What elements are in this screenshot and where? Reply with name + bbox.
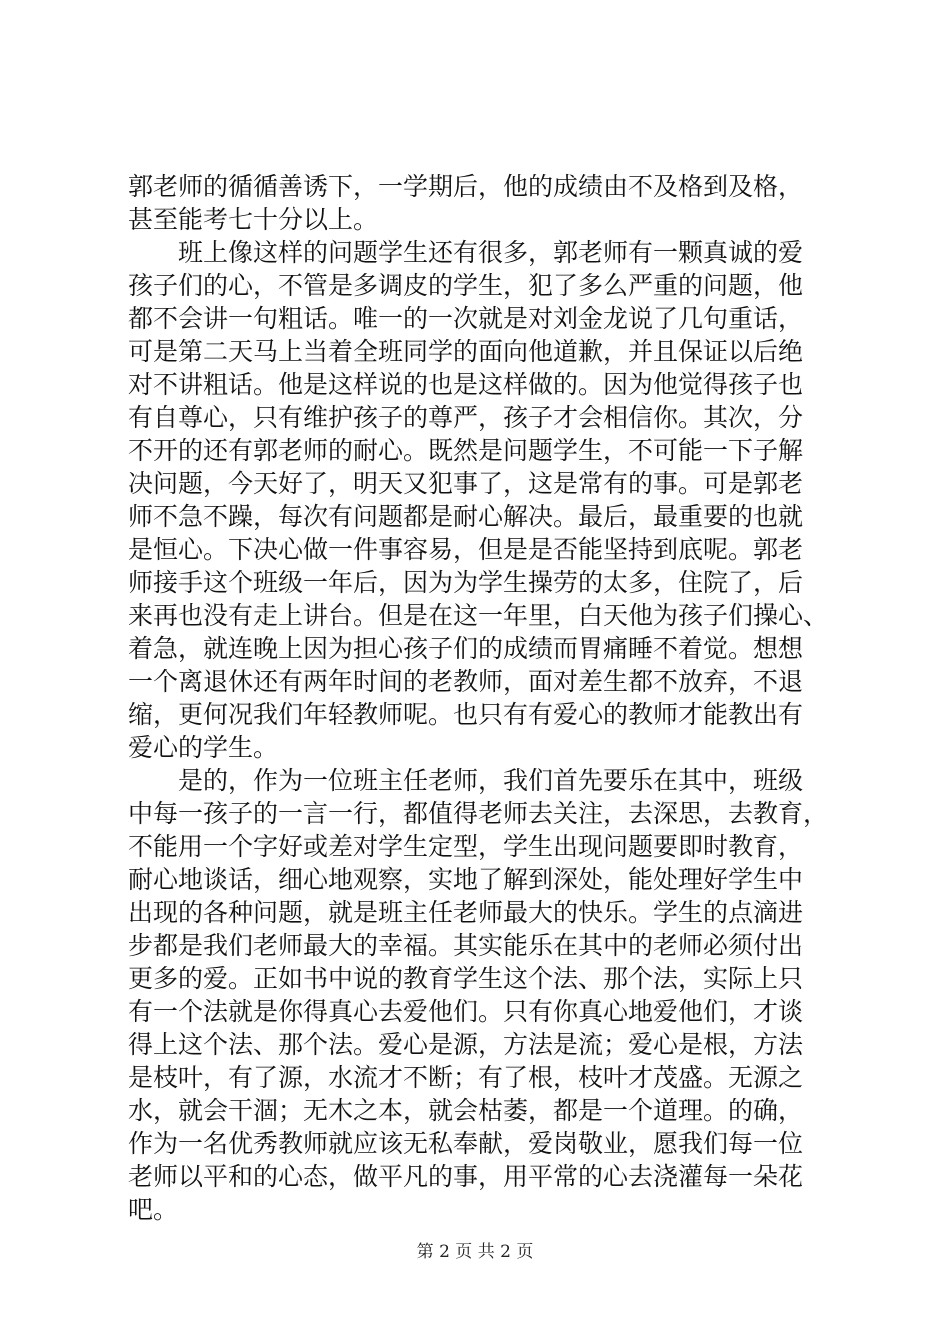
text-line: 爱心的学生。 xyxy=(128,733,279,762)
text-line: 水，就会干涸；无木之本，就会枯萎，都是一个道理。的确， xyxy=(128,1096,804,1125)
text-line: 得上这个法、那个法。爱心是源，方法是流；爱心是根，方法 xyxy=(128,1030,804,1059)
text-line: 不开的还有郭老师的耐心。既然是问题学生，不可能一下子解 xyxy=(128,436,804,465)
text-line: 来再也没有走上讲台。但是在这一年里，白天他为孩子们操心、 xyxy=(128,601,829,630)
text-line: 都不会讲一句粗话。唯一的一次就是对刘金龙说了几句重话， xyxy=(128,304,804,333)
text-line: 吧。 xyxy=(128,1195,179,1224)
text-line: 耐心地谈话，细心地观察，实地了解到深处，能处理好学生中 xyxy=(128,865,804,894)
text-line: 不能用一个字好或差对学生定型，学生出现问题要即时教育， xyxy=(128,832,804,861)
text-line: 决问题，今天好了，明天又犯事了，这是常有的事。可是郭老 xyxy=(128,469,804,498)
text-line: 着急，就连晚上因为担心孩子们的成绩而胃痛睡不着觉。想想 xyxy=(128,634,804,663)
text-line: 步都是我们老师最大的幸福。其实能乐在其中的老师必须付出 xyxy=(128,931,804,960)
body-text xyxy=(128,170,838,1226)
text-line: 郭老师的循循善诱下，一学期后，他的成绩由不及格到及格， xyxy=(128,172,804,201)
text-line: 班上像这样的问题学生还有很多，郭老师有一颗真诚的爱 xyxy=(128,238,804,267)
text-line: 出现的各种问题，就是班主任老师最大的快乐。学生的点滴进 xyxy=(128,898,804,927)
text-line: 是枝叶，有了源，水流才不断；有了根，枝叶才茂盛。无源之 xyxy=(128,1063,804,1092)
text-line: 可是第二天马上当着全班同学的面向他道歉，并且保证以后绝 xyxy=(128,337,804,366)
text-line: 一个离退休还有两年时间的老教师，面对差生都不放弃，不退 xyxy=(128,667,804,696)
text-line: 师接手这个班级一年后，因为为学生操劳的太多，住院了，后 xyxy=(128,568,804,597)
text-line: 甚至能考七十分以上。 xyxy=(128,205,379,234)
text-line: 作为一名优秀教师就应该无私奉献，爱岗敬业，愿我们每一位 xyxy=(128,1129,804,1158)
text-line: 缩，更何况我们年轻教师呢。也只有有爱心的教师才能教出有 xyxy=(128,700,804,729)
text-line: 有自尊心，只有维护孩子的尊严，孩子才会相信你。其次，分 xyxy=(128,403,804,432)
text-line: 是恒心。下决心做一件事容易，但是是否能坚持到底呢。郭老 xyxy=(128,535,804,564)
page-footer xyxy=(0,1240,950,1264)
text-line: 老师以平和的心态，做平凡的事，用平常的心去浇灌每一朵花 xyxy=(128,1162,804,1191)
text-line: 孩子们的心，不管是多调皮的学生，犯了多么严重的问题，他 xyxy=(128,271,804,300)
text-line: 是的，作为一位班主任老师，我们首先要乐在其中，班级 xyxy=(128,766,804,795)
text-line: 中每一孩子的一言一行，都值得老师去关注，去深思，去教育， xyxy=(128,799,829,828)
text-line: 对不讲粗话。他是这样说的也是这样做的。因为他觉得孩子也 xyxy=(128,370,804,399)
text-line: 师不急不躁，每次有问题都是耐心解决。最后，最重要的也就 xyxy=(128,502,804,531)
text-line: 有一个法就是你得真心去爱他们。只有你真心地爱他们，才谈 xyxy=(128,997,804,1026)
text-line: 更多的爱。正如书中说的教育学生这个法、那个法，实际上只 xyxy=(128,964,804,993)
page-number: 第 2 页 共 2 页 xyxy=(416,1242,534,1262)
